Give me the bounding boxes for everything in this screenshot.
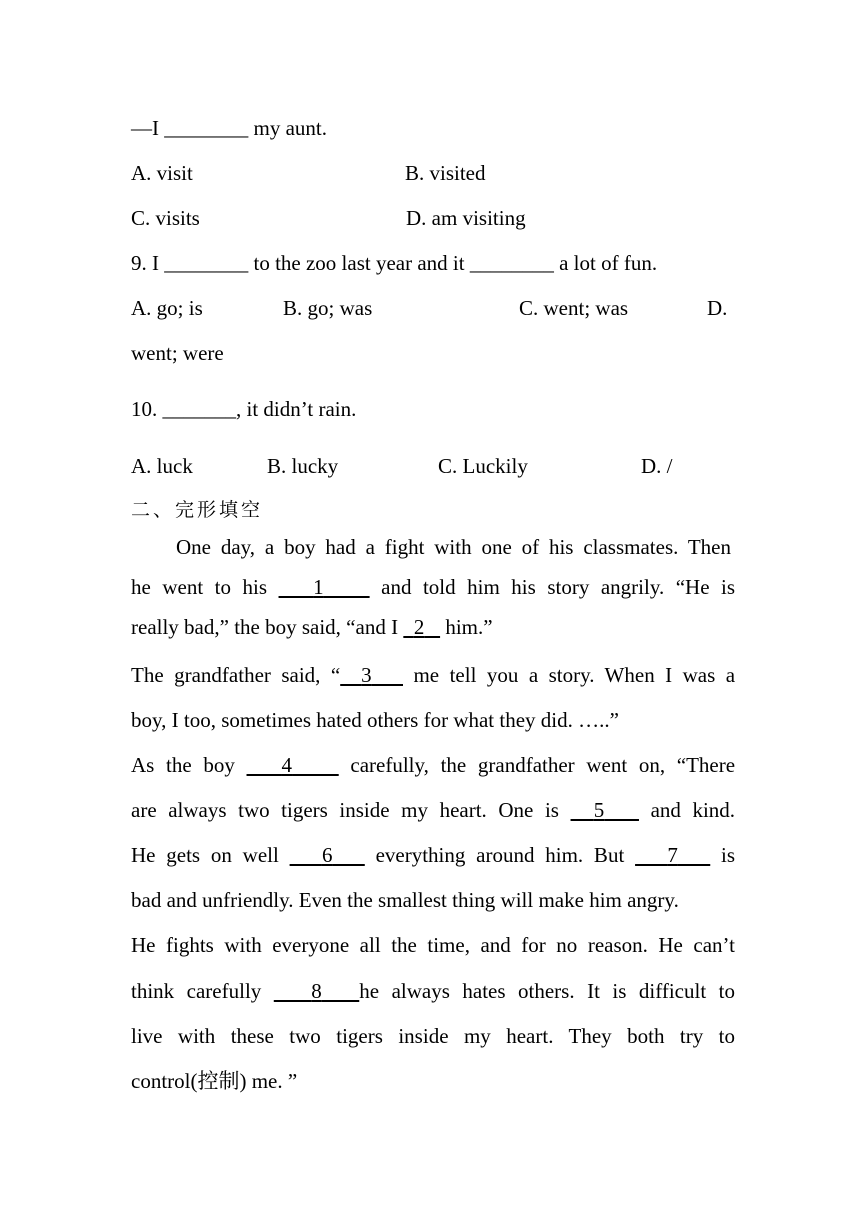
passage-text: and told him his story angrily. “He is [381, 575, 736, 599]
q8-option-a: A. visit [131, 161, 193, 185]
q10-option-b: B. lucky [267, 454, 339, 478]
blank-6: 6 [321, 843, 333, 867]
q8-answer-line: —I ________ my aunt. [131, 116, 327, 140]
q9-option-d: D. [707, 296, 728, 320]
q10-option-c: C. Luckily [438, 454, 528, 478]
passage-line-10: He fights with everyone all the time, and for no reason. He can’t [131, 933, 735, 957]
passage-text: me tell you a story. When I was a [413, 663, 736, 687]
blank-1: 1 [313, 575, 324, 599]
passage-line-6 [131, 751, 735, 779]
passage-line-4 [131, 661, 735, 689]
blank-3: 3 [361, 663, 372, 687]
section-heading: 二、完形填空 [131, 499, 264, 521]
passage-text: is [721, 843, 736, 867]
q9-option-b: B. go; was [283, 296, 373, 320]
q9-option-a: A. go; is [131, 296, 203, 320]
passage-text: he went to his [131, 575, 268, 599]
q10-option-d: D. / [641, 454, 673, 478]
passage-line-8 [131, 841, 735, 869]
passage-text: he always hates others. It is difficult to [359, 979, 735, 1003]
passage-line-1: One day, a boy had a fight with one of his classmates. Then [176, 535, 731, 559]
passage-text: and kind. [650, 798, 736, 822]
passage-text: As the boy [131, 753, 235, 777]
blank-8: 8 [311, 979, 322, 1003]
passage-text: think carefully [131, 979, 262, 1003]
q9-stem: 9. I ________ to the zoo last year and it ________ a lot of fun. [131, 251, 658, 275]
blank-2: 2 [413, 615, 425, 639]
passage-text: him.” [445, 615, 493, 639]
q9-option-c: C. went; was [519, 296, 629, 320]
passage-line-5: boy, I too, sometimes hated others for what they did. …..” [131, 708, 619, 732]
passage-line-11 [131, 977, 735, 1005]
blank-7: 7 [667, 843, 678, 867]
blank-5: 5 [593, 798, 605, 822]
q10-stem: 10. _______, it didn’t rain. [131, 397, 357, 421]
passage-line-9: bad and unfriendly. Even the smallest thing will make him angry. [131, 888, 679, 912]
q8-option-b: B. visited [405, 161, 486, 185]
q10-option-a: A. luck [131, 454, 193, 478]
q9-option-d-wrap: went; were [131, 341, 224, 365]
passage-line-3 [131, 613, 493, 641]
blank-4: 4 [281, 753, 293, 777]
passage-text: really bad,” the boy said, “and I [131, 615, 399, 639]
passage-line-13: control(控制) me. ” [131, 1069, 298, 1093]
passage-line-7 [131, 796, 735, 824]
passage-text: are always two tigers inside my heart. One is [131, 798, 559, 822]
passage-line-2 [131, 573, 735, 601]
passage-text: He gets on well [131, 843, 279, 867]
passage-text: everything around him. But [375, 843, 625, 867]
passage-text: carefully, the grandfather went on, “There [350, 753, 736, 777]
q8-option-d: D. am visiting [406, 206, 526, 230]
passage-line-12: live with these two tigers inside my heart. They both try to [131, 1024, 735, 1048]
q8-option-c: C. visits [131, 206, 200, 230]
passage-text: The grandfather said, “ [131, 663, 341, 687]
